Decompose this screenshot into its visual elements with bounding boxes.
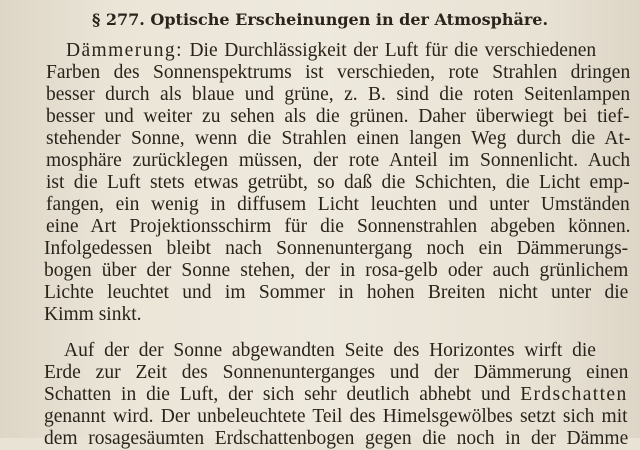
text-line: Auf der der Sonne abgewandten Seite des Horizontes wirft die	[64, 340, 596, 361]
spaced-term-daemmerung: Dämmerung:	[66, 40, 183, 61]
text-line: Schatten in die Luft, der sich sehr deutlich abhebt und Erdschatten	[44, 384, 628, 405]
section-heading: § 277. Optische Erscheinungen in der Atmosphäre.	[91, 10, 549, 29]
text-line: Infolgedessen bleibt nach Sonnenuntergang noch ein Dämmerungs-	[44, 238, 629, 259]
text-line: mosphäre zurücklegen müssen, der rote Anteil im Sonnenlicht. Auch	[46, 150, 631, 171]
text-line: eine Art Projektionsschirm für die Sonnenstrahlen abgeben können.	[46, 216, 631, 237]
spaced-term-erdschatten: Erdschatten	[520, 384, 628, 405]
text-line: besser und weiter zu sehen als die grünen. Daher überwiegt bei tief-	[46, 106, 630, 127]
text-line: Farben des Sonnenspektrums ist verschieden, rote Strahlen dringen	[46, 62, 631, 83]
text-line: Lichte leuchtet und im Sommer in hohen Breiten nicht unter die	[44, 282, 629, 303]
text-line: dem rosagesäumten Erdschattenbogen gegen die noch in der Dämme	[44, 428, 629, 449]
text-line: ist die Luft stets etwas getrübt, so daß die Schichten, die Licht emp-	[46, 172, 630, 193]
text-line: stehender Sonne, wenn die Strahlen einen langen Weg durch die At-	[46, 128, 631, 149]
text-line: Erde zur Zeit des Sonnenunterganges und der Dämmerung einen	[44, 362, 629, 383]
text-line: bogen über der Sonne stehen, der in rosa-gelb oder auch grünlichem	[44, 260, 629, 281]
text-line: Kimm sinkt.	[44, 304, 142, 325]
text-line: fangen, ein wenig in diffusem Licht leuchten und unter Umständen	[46, 194, 630, 215]
text-line: genannt wird. Der unbeleuchtete Teil des Himelsgewölbes setzt sich mit	[44, 406, 628, 427]
text-line: Dämmerung: Die Durchlässigkeit der Luft für die verschiedenen	[66, 40, 597, 61]
text-line: besser durch als blaue und grüne, z. B. sind die roten Seitenlampen	[46, 84, 631, 105]
